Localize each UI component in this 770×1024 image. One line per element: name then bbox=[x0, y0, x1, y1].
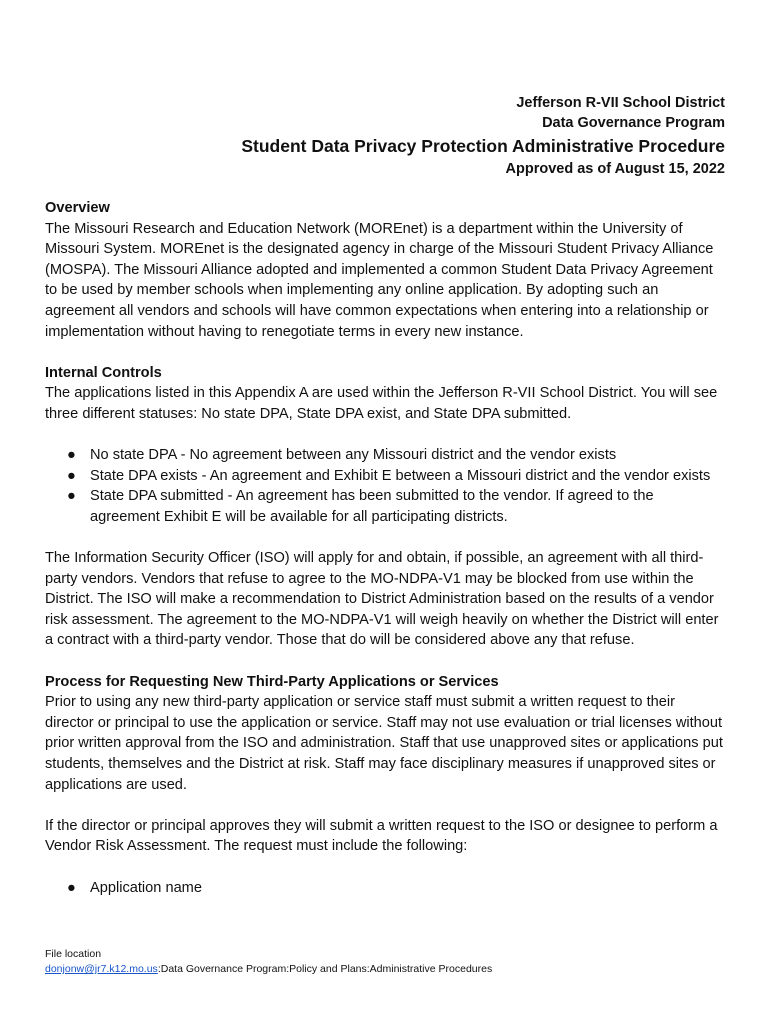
list-item-text: No state DPA - No agreement between any Missouri district and the vendor exists bbox=[90, 447, 617, 464]
bullet-icon: ● bbox=[67, 488, 76, 505]
file-location bbox=[45, 962, 492, 977]
overview-paragraph: The Missouri Research and Education Network (MOREnet) is a department within the University of Missouri System. MOREnet is the designated agency in charge of the Missouri Student Privacy Alliance (MOSPA). The Missouri Alliance adopted and implemented a common Student Data Privacy Agreement to be used by member schools when implementing any online application. By adopting such an agreement all vendors and schools will have common expectations when entering into a relationship or implementation without having to renegotiate terms in every new instance. bbox=[45, 220, 714, 340]
internal-controls-paragraph: The applications listed in this Appendix A are used within the Jefferson R-VII School District. You will see three different statuses: No state DPA, State DPA exist, and State DPA submitted. bbox=[45, 385, 718, 422]
list-item bbox=[45, 878, 725, 899]
page-footer bbox=[45, 947, 492, 977]
list-item bbox=[45, 486, 725, 527]
district-name: Jefferson R-VII School District bbox=[516, 95, 725, 111]
file-location-label: File location bbox=[45, 948, 102, 960]
file-path: :Data Governance Program:Policy and Plans:Administrative Procedures bbox=[157, 963, 493, 975]
overview-heading: Overview bbox=[45, 200, 110, 216]
email-link[interactable]: donjonw@jr7.k12.mo.us bbox=[45, 963, 158, 975]
list-item-text: Application name bbox=[90, 879, 202, 896]
document-title: Student Data Privacy Protection Administrative Procedure bbox=[241, 136, 725, 156]
list-item-text: State DPA submitted - An agreement has been submitted to the vendor. If agreed to the agreement Exhibit E will be available for all participating districts. bbox=[90, 488, 654, 525]
program-name: Data Governance Program bbox=[542, 115, 725, 131]
list-item-text: State DPA exists - An agreement and Exhibit E between a Missouri district and the vendor exists bbox=[90, 467, 711, 484]
process-heading: Process for Requesting New Third-Party Applications or Services bbox=[45, 673, 499, 690]
bullet-icon: ● bbox=[67, 447, 76, 464]
status-list bbox=[45, 445, 725, 527]
list-item bbox=[45, 466, 725, 487]
document-body bbox=[45, 198, 725, 898]
request-requirements-list bbox=[45, 878, 725, 899]
iso-paragraph: The Information Security Officer (ISO) will apply for and obtain, if possible, an agreement with all third-party vendors. Vendors that refuse to agree to the MO-NDPA-V1 may be blocked from use within the District. The ISO will make a recommendation to District Administration based on the results of a vendor risk assessment. The agreement to the MO-NDPA-V1 will weigh heavily on whether the District will enter a contract with a third-party vendor. Those that do will be considered above any that refuse. bbox=[45, 550, 719, 649]
process-paragraph-2: If the director or principal approves they will submit a written request to the ISO or designee to perform a Vendor Risk Assessment. The request must include the following: bbox=[45, 817, 718, 855]
internal-controls-heading: Internal Controls bbox=[45, 364, 162, 381]
bullet-icon: ● bbox=[67, 879, 76, 896]
bullet-icon: ● bbox=[67, 467, 76, 484]
process-paragraph: Prior to using any new third-party application or service staff must submit a written request to their director or principal to use the application or service. Staff may not use evaluation or trial licenses without prior written approval from the ISO and administration. Staff that use unapproved sites or applications put students, themselves and the District at risk. Staff may face disciplinary measures if unapproved sites or applications are used. bbox=[45, 694, 723, 793]
document-header bbox=[241, 93, 725, 179]
approval-date: Approved as of August 15, 2022 bbox=[505, 161, 725, 177]
list-item bbox=[45, 445, 725, 466]
